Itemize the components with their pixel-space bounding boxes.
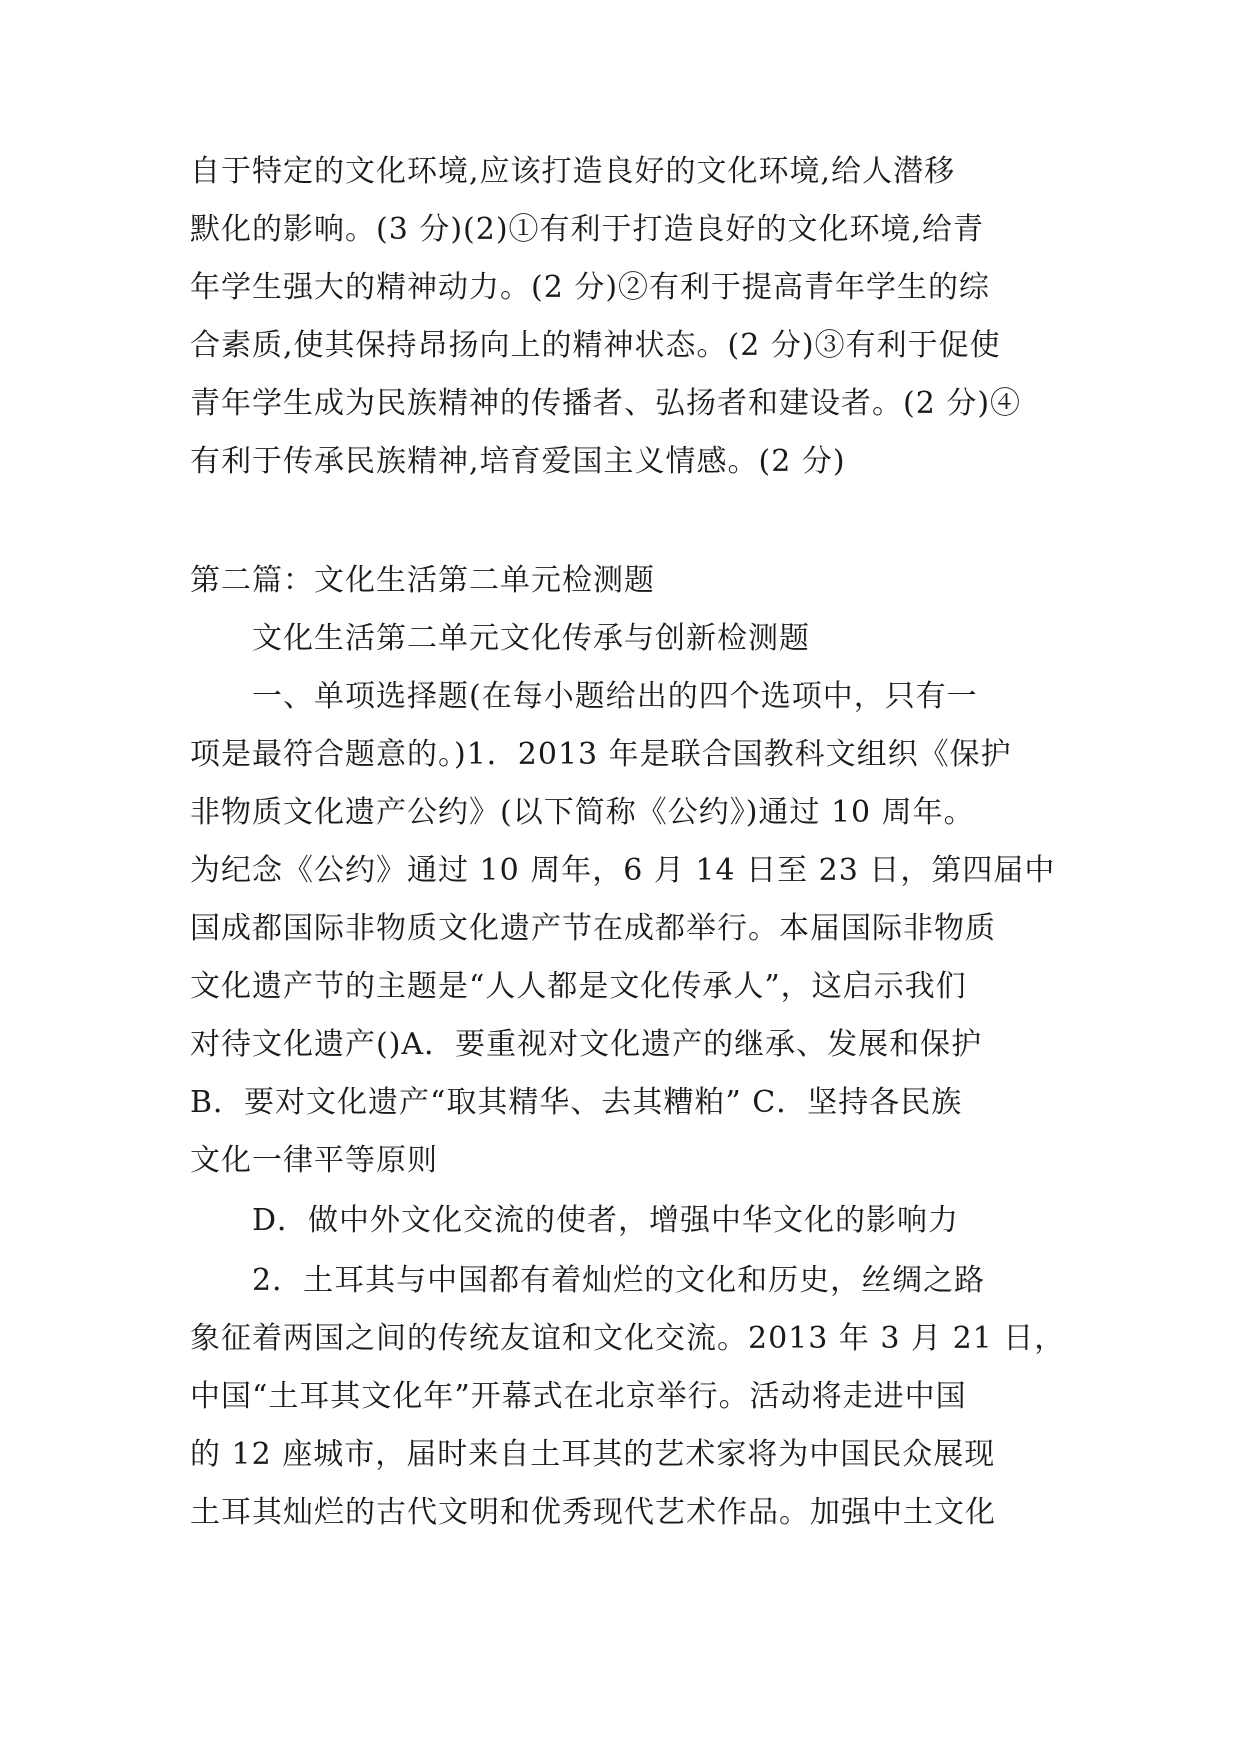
question2-line-2: 象征着两国之间的传统友谊和文化交流。2013 年 3 月 21 日，: [190, 1321, 1066, 1356]
test-title: 文化生活第二单元文化传承与创新检测题: [252, 621, 810, 656]
question2-line-3: 中国“土耳其文化年”开幕式在北京举行。活动将走进中国: [190, 1379, 967, 1414]
question2-line-5: 土耳其灿烂的古代文明和优秀现代艺术作品。加强中土文化: [190, 1495, 996, 1530]
answer-line-4: 合素质,使其保持昂扬向上的精神状态。(2 分)③有利于促使: [190, 328, 1001, 363]
question2-line-1: 2．土耳其与中国都有着灿烂的文化和历史，丝绸之路: [252, 1263, 986, 1298]
answer-line-6: 有利于传承民族精神,培育爱国主义情感。(2 分): [190, 444, 846, 479]
question-line-9: 文化一律平等原则: [190, 1143, 438, 1178]
question-line-7: 对待文化遗产()A．要重视对文化遗产的继承、发展和保护: [190, 1027, 983, 1062]
question-line-3: 非物质文化遗产公约》(以下简称《公约》)通过 10 周年。: [190, 795, 975, 830]
option-d-line: D．做中外文化交流的使者，增强中华文化的影响力: [252, 1203, 960, 1238]
answer-line-3: 年学生强大的精神动力。(2 分)②有利于提高青年学生的综: [190, 270, 991, 305]
question-line-5: 国成都国际非物质文化遗产节在成都举行。本届国际非物质: [190, 911, 996, 946]
answer-line-5: 青年学生成为民族精神的传播者、弘扬者和建设者。(2 分)④: [190, 386, 1022, 421]
question-line-8: B．要对文化遗产“取其精华、去其糟粕” C．坚持各民族: [190, 1085, 963, 1120]
question-line-6: 文化遗产节的主题是“人人都是文化传承人”，这启示我们: [190, 969, 967, 1004]
question-line-2: 项是最符合题意的。)1．2013 年是联合国教科文组织《保护: [190, 737, 1012, 772]
question-line-4: 为纪念《公约》通过 10 周年，6 月 14 日至 23 日，第四届中: [190, 853, 1056, 888]
question-line-1: 一、单项选择题(在每小题给出的四个选项中，只有一: [252, 679, 978, 714]
question2-line-4: 的 12 座城市，届时来自土耳其的艺术家将为中国民众展现: [190, 1437, 996, 1472]
answer-line-2: 默化的影响。(3 分)(2)①有利于打造良好的文化环境,给青: [190, 212, 985, 247]
answer-line-1: 自于特定的文化环境,应该打造良好的文化环境,给人潜移: [190, 154, 956, 189]
section-heading: 第二篇：文化生活第二单元检测题: [190, 563, 655, 598]
